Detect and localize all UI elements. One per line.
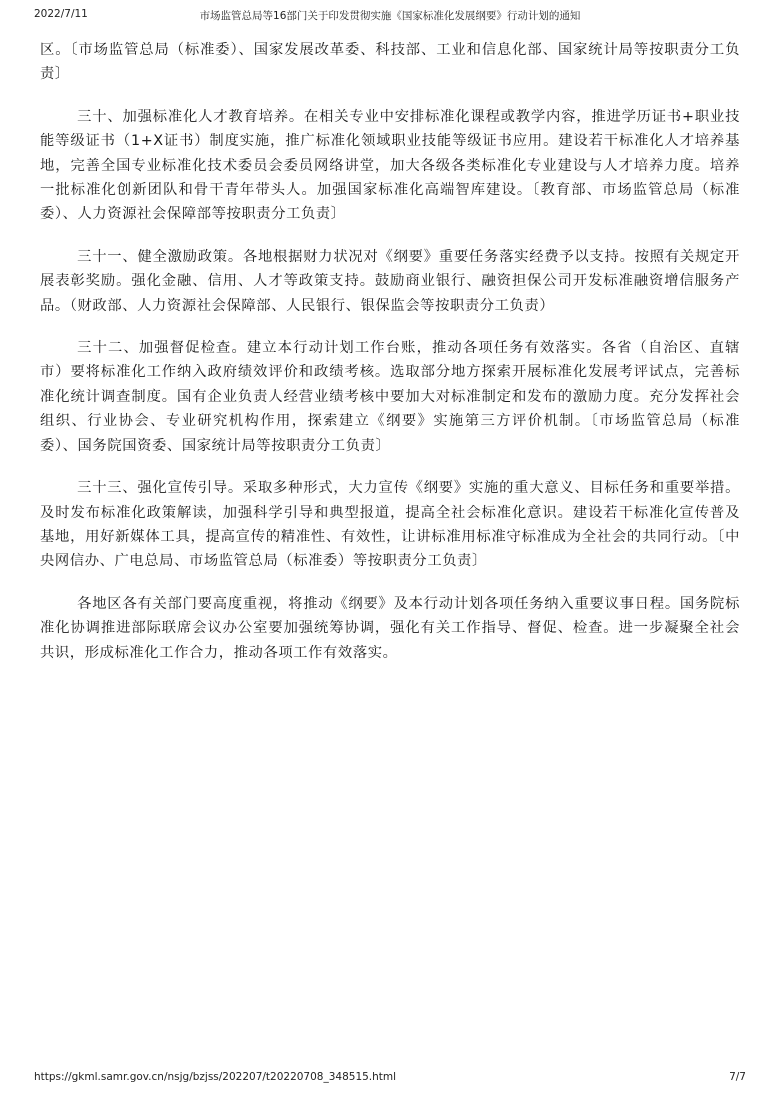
page-footer	[0, 1071, 780, 1089]
print-date: 2022/7/11	[34, 8, 88, 20]
paragraph-item-31: 三十一、健全激励政策。各地根据财力状况对《纲要》重要任务落实经费予以支持。按照有关规定开展表彰奖励。强化金融、信用、人才等政策支持。鼓励商业银行、融资担保公司开发标准融资增信服务产品。（财政部、人力资源社会保障部、人民银行、银保监会等按职责分工负责）	[40, 248, 740, 314]
paragraph-continuation: 区。〔市场监管总局（标准委）、国家发展改革委、科技部、工业和信息化部、国家统计局等按职责分工负责〕	[40, 42, 740, 83]
source-url[interactable]: https://gkml.samr.gov.cn/nsjg/bzjss/202207/t20220708_348515.html	[34, 1071, 397, 1083]
paragraph-item-30: 三十、加强标准化人才教育培养。在相关专业中安排标准化课程或教学内容，推进学历证书+职业技能等级证书（1+X证书）制度实施，推广标准化领域职业技能等级证书应用。建设若干标准化人才培养基地，完善全国专业标准化技术委员会委员网络讲堂，加大各级各类标准化专业建设与人才培养力度。培养一批标准化创新团队和骨干青年带头人。加强国家标准化高端智库建设。〔教育部、市场监管总局（标准委）、人力资源社会保障部等按职责分工负责〕	[40, 108, 740, 223]
page-header	[0, 8, 780, 26]
paragraph-closing: 各地区各有关部门要高度重视，将推动《纲要》及本行动计划各项任务纳入重要议事日程。国务院标准化协调推进部际联席会议办公室要加强统筹协调，强化有关工作指导、督促、检查。进一步凝聚全社会共识，形成标准化工作合力，推动各项工作有效落实。	[40, 595, 740, 661]
document-title: 市场监管总局等16部门关于印发贯彻实施《国家标准化发展纲要》行动计划的通知	[199, 10, 581, 22]
paragraph-item-32: 三十二、加强督促检查。建立本行动计划工作台账，推动各项任务有效落实。各省（自治区、直辖市）要将标准化工作纳入政府绩效评价和政绩考核。选取部分地方探索开展标准化发展考评试点，完善标准化统计调查制度。国有企业负责人经营业绩考核中要加大对标准制定和发布的激励力度。充分发挥社会组织、行业协会、专业研究机构作用，探索建立《纲要》实施第三方评价机制。〔市场监管总局（标准委）、国务院国资委、国家统计局等按职责分工负责〕	[40, 340, 740, 454]
document-body	[40, 38, 740, 683]
paragraph-item-33: 三十三、强化宣传引导。采取多种形式，大力宣传《纲要》实施的重大意义、目标任务和重要举措。及时发布标准化政策解读，加强科学引导和典型报道，提高全社会标准化意识。建设若干标准化宣传普及基地，用好新媒体工具，提高宣传的精准性、有效性，让讲标准用标准守标准成为全社会的共同行动。〔中央网信办、广电总局、市场监管总局（标准委）等按职责分工负责〕	[40, 480, 740, 570]
page-number: 7/7	[729, 1071, 746, 1083]
